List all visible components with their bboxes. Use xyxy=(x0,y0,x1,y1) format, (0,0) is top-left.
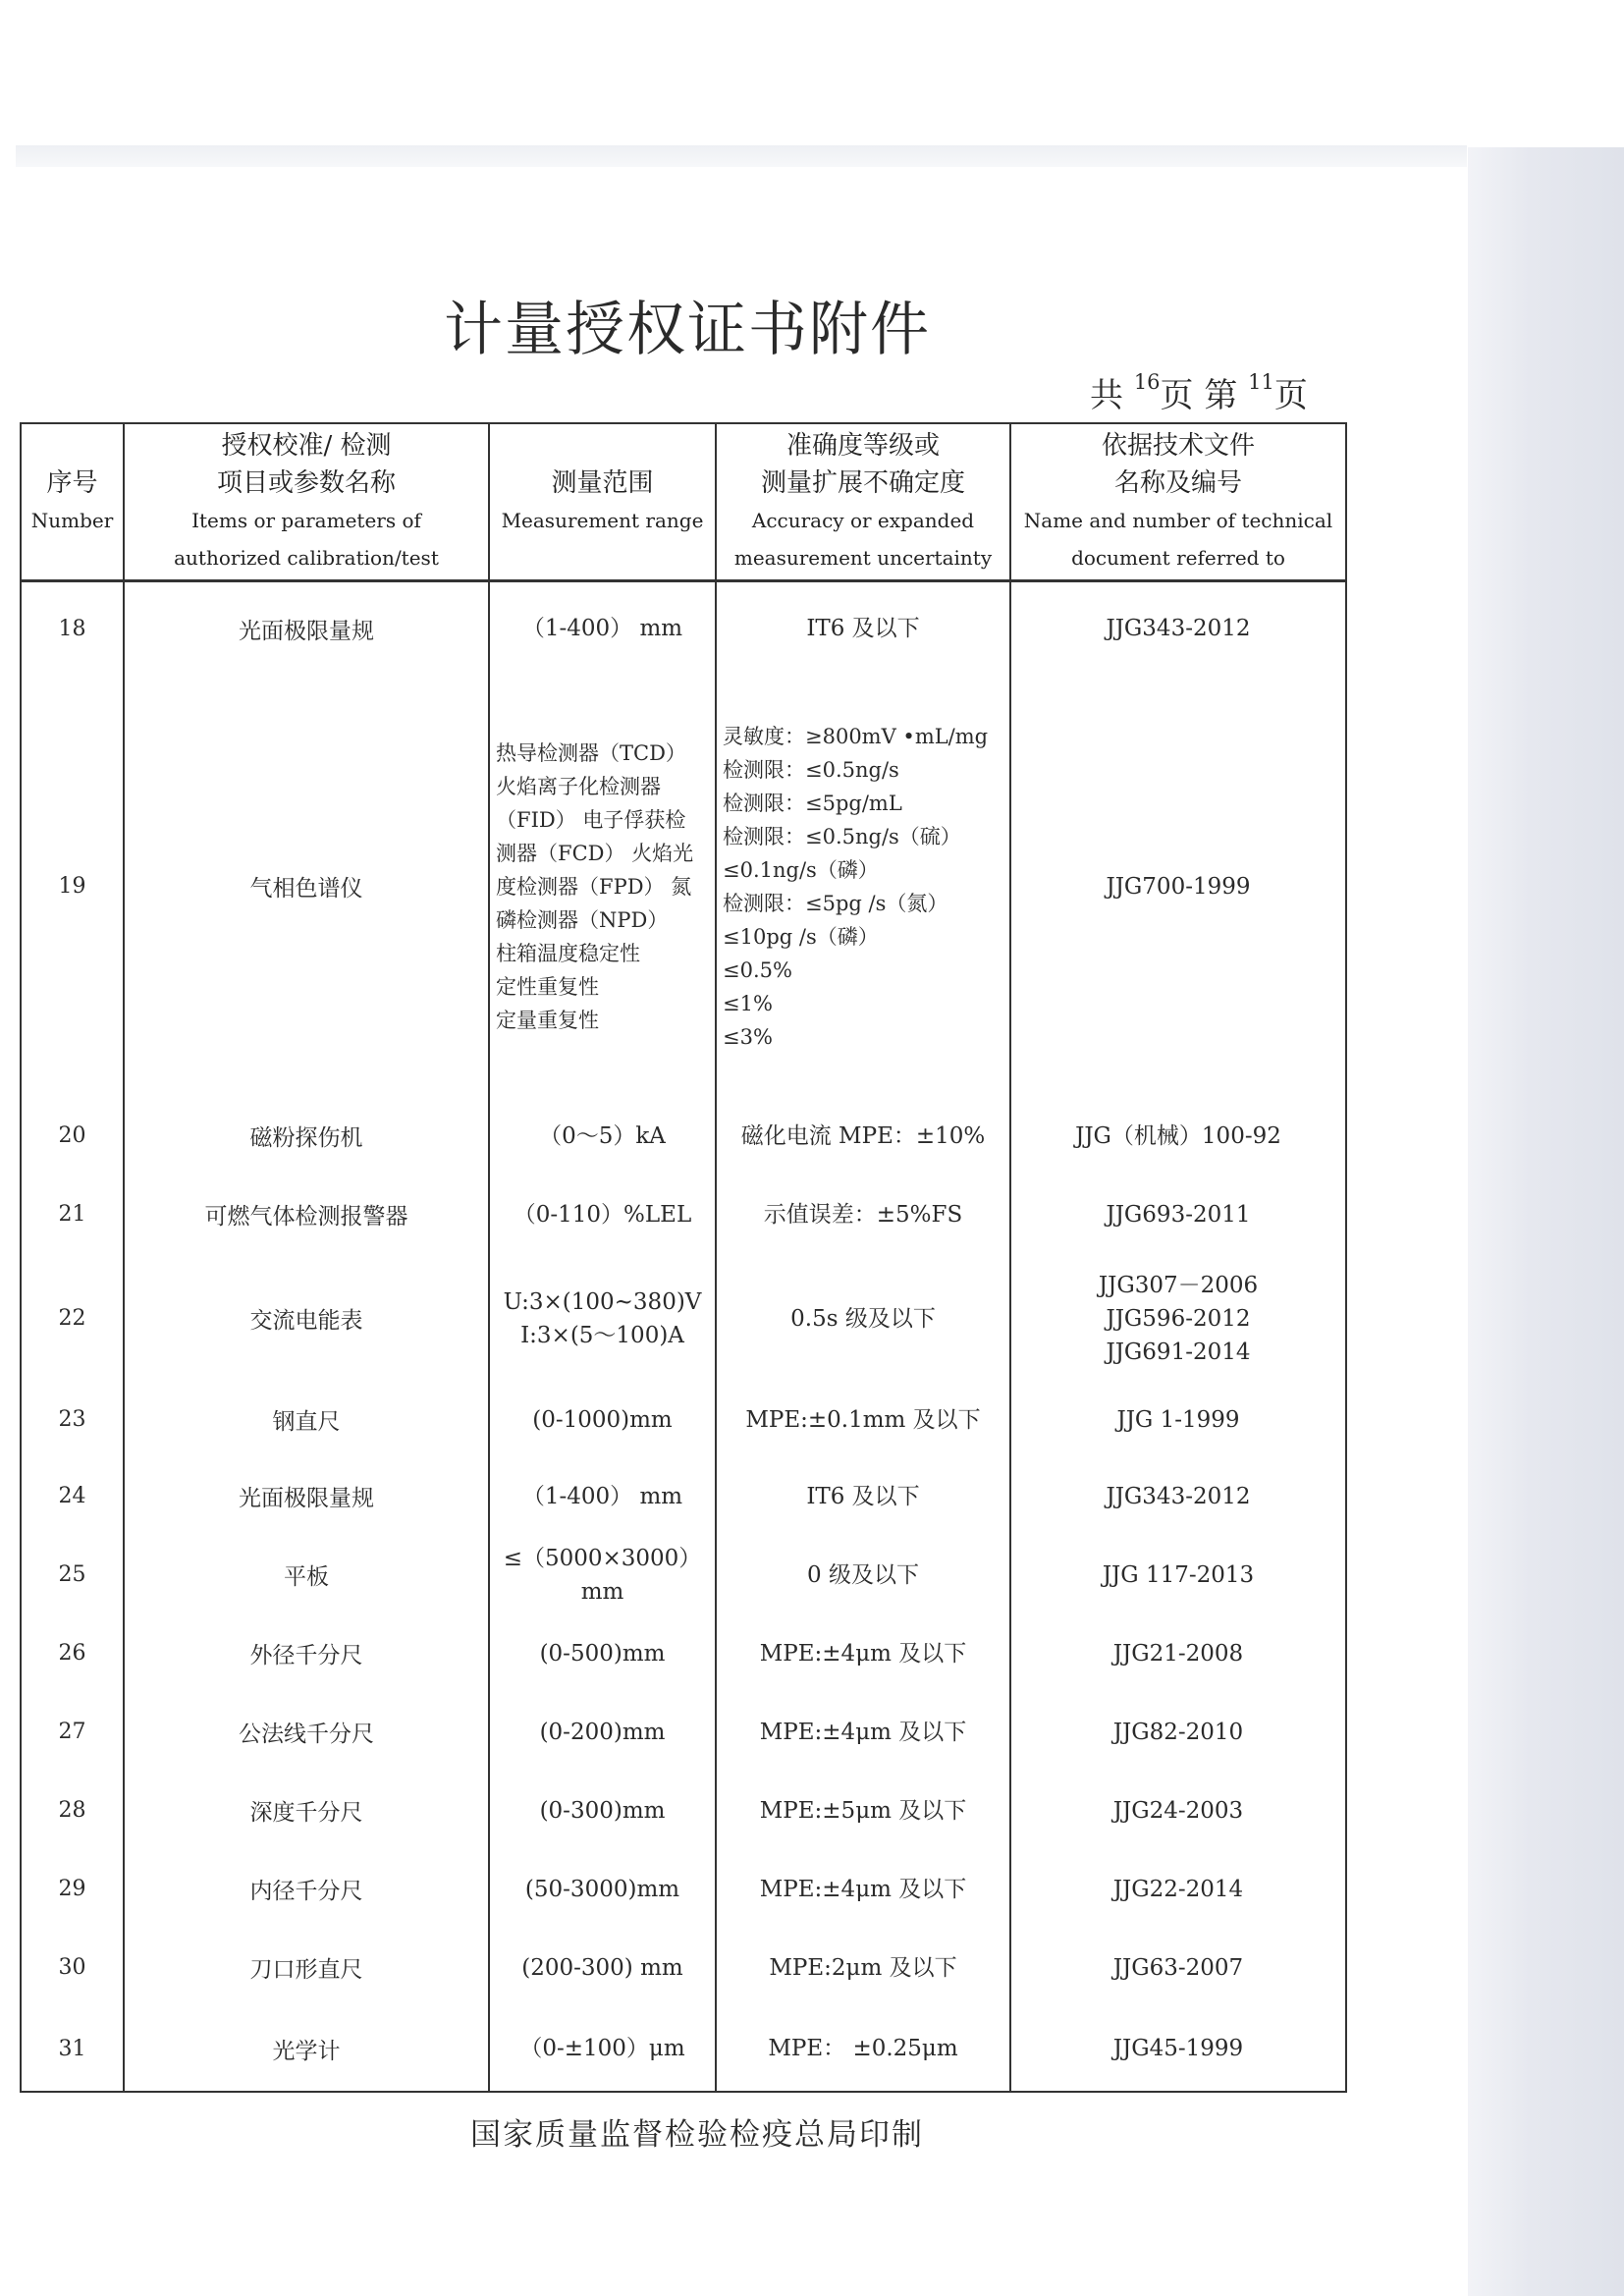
document-line: JJG 117-2013 xyxy=(1102,1561,1255,1588)
accuracy-line: ≤10pg /s（磷） xyxy=(723,924,879,949)
row-accuracy xyxy=(716,1850,1010,1929)
accuracy-line: 示值误差：±5%FS xyxy=(763,1201,963,1228)
range-line: 定量重复性 xyxy=(496,1008,599,1032)
document-line: JJG（机械）100-92 xyxy=(1075,1122,1281,1149)
accuracy-line: MPE:±4μm 及以下 xyxy=(759,1640,967,1667)
row-number: 24 xyxy=(21,1457,124,1536)
range-line: （FID） 电子俘获检 xyxy=(496,807,686,832)
row-accuracy xyxy=(716,1772,1010,1850)
range-line: I:3×(5～100)A xyxy=(520,1322,684,1348)
header-number xyxy=(21,423,124,581)
row-accuracy xyxy=(716,2007,1010,2092)
row-number: 31 xyxy=(21,2007,124,2092)
row-item: 内径千分尺 xyxy=(124,1850,489,1929)
document-line: JJG700-1999 xyxy=(1106,873,1251,900)
row-number: 28 xyxy=(21,1772,124,1850)
row-document xyxy=(1010,1772,1346,1850)
header-en: Accuracy or expanded xyxy=(751,509,975,532)
row-document xyxy=(1010,1929,1346,2007)
document-line: JJG693-2011 xyxy=(1106,1201,1251,1228)
table-row xyxy=(21,676,1346,1098)
header-zh: 项目或参数名称 xyxy=(216,468,396,498)
document-line: JJG 1-1999 xyxy=(1116,1406,1240,1433)
page-current: 11 xyxy=(1248,369,1274,394)
row-range xyxy=(489,1614,716,1693)
range-line: (0-200)mm xyxy=(539,1719,666,1745)
range-line: (200-300) mm xyxy=(521,1954,683,1981)
table-row xyxy=(21,1850,1346,1929)
row-number: 26 xyxy=(21,1614,124,1693)
table-row xyxy=(21,581,1346,676)
header-en: authorized calibration/test xyxy=(174,546,439,570)
row-range xyxy=(489,1772,716,1850)
page-count-suffix: 页 xyxy=(1273,376,1308,415)
accuracy-line: IT6 及以下 xyxy=(806,616,920,642)
accuracy-line: ≤1% xyxy=(723,991,773,1015)
document-line: JJG63-2007 xyxy=(1112,1954,1244,1981)
accuracy-line: 检测限：≤5pg /s（氮） xyxy=(723,891,948,915)
row-accuracy xyxy=(716,1383,1010,1457)
range-line: （1-400） mm xyxy=(521,1483,683,1509)
range-line: (0-500)mm xyxy=(539,1640,666,1667)
row-item: 光面极限量规 xyxy=(124,1457,489,1536)
document-line: JJG307－2006 xyxy=(1098,1272,1259,1298)
row-accuracy xyxy=(716,1175,1010,1255)
page-count-mid: 页 第 xyxy=(1160,376,1238,415)
row-range xyxy=(489,1929,716,2007)
row-item: 深度千分尺 xyxy=(124,1772,489,1850)
row-document xyxy=(1010,1693,1346,1772)
footer-printer: 国家质量监督检验检疫总局印制 xyxy=(470,2117,924,2153)
table-row xyxy=(21,1175,1346,1255)
range-line: U:3×(100~380)V xyxy=(503,1288,702,1315)
accuracy-line: 检测限：≤0.5ng/s（硫） xyxy=(723,824,961,848)
header-document xyxy=(1010,423,1346,581)
row-range xyxy=(489,1255,716,1383)
row-item: 钢直尺 xyxy=(124,1383,489,1457)
row-item: 交流电能表 xyxy=(124,1255,489,1383)
row-item: 光面极限量规 xyxy=(124,581,489,676)
page-total: 16 xyxy=(1133,369,1161,394)
document-line: JJG82-2010 xyxy=(1112,1719,1244,1745)
header-en: Number xyxy=(30,509,114,532)
header-item xyxy=(124,423,489,581)
accuracy-line: 0.5s 级及以下 xyxy=(790,1305,936,1332)
document-line: JJG22-2014 xyxy=(1112,1876,1244,1902)
document-line: JJG24-2003 xyxy=(1112,1797,1244,1824)
accuracy-line: 磁化电流 MPE：±10% xyxy=(740,1122,986,1149)
row-item: 外径千分尺 xyxy=(124,1614,489,1693)
row-number: 30 xyxy=(21,1929,124,2007)
authorization-table xyxy=(20,422,1347,2093)
range-line: 测器（FCD） 火焰光 xyxy=(496,841,694,865)
row-item: 公法线千分尺 xyxy=(124,1693,489,1772)
accuracy-line: 检测限：≤5pg/mL xyxy=(723,791,902,815)
range-line: 柱箱温度稳定性 xyxy=(496,941,640,965)
row-accuracy xyxy=(716,1693,1010,1772)
row-item: 刀口形直尺 xyxy=(124,1929,489,2007)
table-row xyxy=(21,1098,1346,1175)
row-number: 25 xyxy=(21,1536,124,1614)
document-line: JJG691-2014 xyxy=(1106,1339,1251,1365)
accuracy-line: MPE:±4μm 及以下 xyxy=(759,1719,967,1745)
header-en: Measurement range xyxy=(501,509,704,532)
table-row xyxy=(21,2007,1346,2092)
row-range xyxy=(489,1850,716,1929)
header-range xyxy=(489,423,716,581)
header-en: measurement uncertainty xyxy=(733,546,993,570)
page-count-prefix: 共 xyxy=(1090,376,1123,415)
row-number: 19 xyxy=(21,676,124,1098)
row-document xyxy=(1010,1383,1346,1457)
table-body xyxy=(21,581,1346,2092)
header-zh: 测量范围 xyxy=(551,468,654,498)
page-count xyxy=(1090,368,1308,416)
range-line: (0-1000)mm xyxy=(532,1406,673,1433)
row-item: 气相色谱仪 xyxy=(124,676,489,1098)
row-accuracy xyxy=(716,1929,1010,2007)
range-line: 度检测器（FPD） 氮 xyxy=(496,874,692,899)
header-zh: 授权校准/ 检测 xyxy=(221,431,392,461)
row-document xyxy=(1010,1175,1346,1255)
accuracy-line: MPE:±0.1mm 及以下 xyxy=(745,1406,981,1433)
row-range xyxy=(489,1098,716,1175)
header-zh: 名称及编号 xyxy=(1113,468,1242,498)
row-number: 23 xyxy=(21,1383,124,1457)
table-row xyxy=(21,1772,1346,1850)
row-accuracy xyxy=(716,1536,1010,1614)
row-document xyxy=(1010,1457,1346,1536)
row-range xyxy=(489,2007,716,2092)
table-row xyxy=(21,1255,1346,1383)
row-item: 可燃气体检测报警器 xyxy=(124,1175,489,1255)
row-document xyxy=(1010,2007,1346,2092)
row-range xyxy=(489,1693,716,1772)
accuracy-line: 灵敏度：≥800mV •mL/mg xyxy=(723,724,989,748)
scan-top-edge xyxy=(16,145,1467,167)
row-item: 磁粉探伤机 xyxy=(124,1098,489,1175)
row-range xyxy=(489,1175,716,1255)
row-number: 18 xyxy=(21,581,124,676)
document-line: JJG45-1999 xyxy=(1112,2036,1244,2061)
row-item: 平板 xyxy=(124,1536,489,1614)
row-range xyxy=(489,1536,716,1614)
row-range xyxy=(489,1457,716,1536)
range-line: （0-±100）μm xyxy=(519,2036,685,2061)
row-number: 21 xyxy=(21,1175,124,1255)
document-line: JJG343-2012 xyxy=(1106,616,1251,642)
table-row xyxy=(21,1929,1346,2007)
range-line: (50-3000)mm xyxy=(524,1876,680,1902)
row-document xyxy=(1010,1850,1346,1929)
row-document xyxy=(1010,676,1346,1098)
table-row xyxy=(21,1693,1346,1772)
accuracy-line: ≤3% xyxy=(723,1024,773,1049)
row-accuracy xyxy=(716,1614,1010,1693)
header-zh: 准确度等级或 xyxy=(785,431,940,461)
range-line: （1-400） mm xyxy=(521,616,683,642)
header-en: document referred to xyxy=(1071,546,1285,570)
accuracy-line: MPE： ±0.25μm xyxy=(768,2036,958,2061)
header-accuracy xyxy=(716,423,1010,581)
row-document xyxy=(1010,1255,1346,1383)
row-accuracy xyxy=(716,1255,1010,1383)
row-item: 光学计 xyxy=(124,2007,489,2092)
row-number: 29 xyxy=(21,1850,124,1929)
accuracy-line: ≤0.1ng/s（磷） xyxy=(723,857,879,882)
accuracy-line: MPE:2μm 及以下 xyxy=(769,1954,957,1981)
row-accuracy xyxy=(716,676,1010,1098)
header-en: Name and number of technical xyxy=(1023,509,1333,532)
accuracy-line: ≤0.5% xyxy=(723,957,792,982)
row-range xyxy=(489,1383,716,1457)
range-line: （0-110）%LEL xyxy=(513,1201,692,1228)
accuracy-line: 0 级及以下 xyxy=(807,1561,919,1588)
header-zh: 依据技术文件 xyxy=(1101,431,1255,461)
range-line: （0～5）kA xyxy=(539,1122,666,1149)
row-document xyxy=(1010,581,1346,676)
range-line: 磷检测器（NPD） xyxy=(496,907,669,932)
range-line: 热导检测器（TCD） xyxy=(496,740,686,765)
table-row xyxy=(21,1457,1346,1536)
row-accuracy xyxy=(716,1098,1010,1175)
document-line: JJG596-2012 xyxy=(1106,1305,1251,1332)
header-zh: 序号 xyxy=(46,468,98,498)
accuracy-line: MPE:±5μm 及以下 xyxy=(759,1797,967,1824)
range-line: ≤（5000×3000）mm xyxy=(503,1545,702,1605)
range-line: 火焰离子化检测器 xyxy=(496,774,661,798)
accuracy-line: 检测限：≤0.5ng/s xyxy=(723,757,899,782)
accuracy-line: MPE:±4μm 及以下 xyxy=(759,1876,967,1902)
header-en: Items or parameters of xyxy=(191,509,421,532)
row-range xyxy=(489,676,716,1098)
row-document xyxy=(1010,1098,1346,1175)
document-line: JJG21-2008 xyxy=(1112,1640,1244,1667)
row-accuracy xyxy=(716,1457,1010,1536)
table-row xyxy=(21,1383,1346,1457)
header-zh: 测量扩展不确定度 xyxy=(760,468,965,498)
row-document xyxy=(1010,1536,1346,1614)
row-accuracy xyxy=(716,581,1010,676)
row-number: 27 xyxy=(21,1693,124,1772)
row-number: 22 xyxy=(21,1255,124,1383)
document-title: 计量授权证书附件 xyxy=(444,296,931,364)
scan-side-margin xyxy=(1468,147,1624,2296)
range-line: (0-300)mm xyxy=(539,1797,666,1824)
accuracy-line: IT6 及以下 xyxy=(806,1483,920,1509)
row-document xyxy=(1010,1614,1346,1693)
row-number: 20 xyxy=(21,1098,124,1175)
table-row xyxy=(21,1614,1346,1693)
table-row xyxy=(21,1536,1346,1614)
range-line: 定性重复性 xyxy=(496,974,599,999)
table-header-row xyxy=(21,423,1346,581)
document-line: JJG343-2012 xyxy=(1106,1483,1251,1509)
row-range xyxy=(489,581,716,676)
